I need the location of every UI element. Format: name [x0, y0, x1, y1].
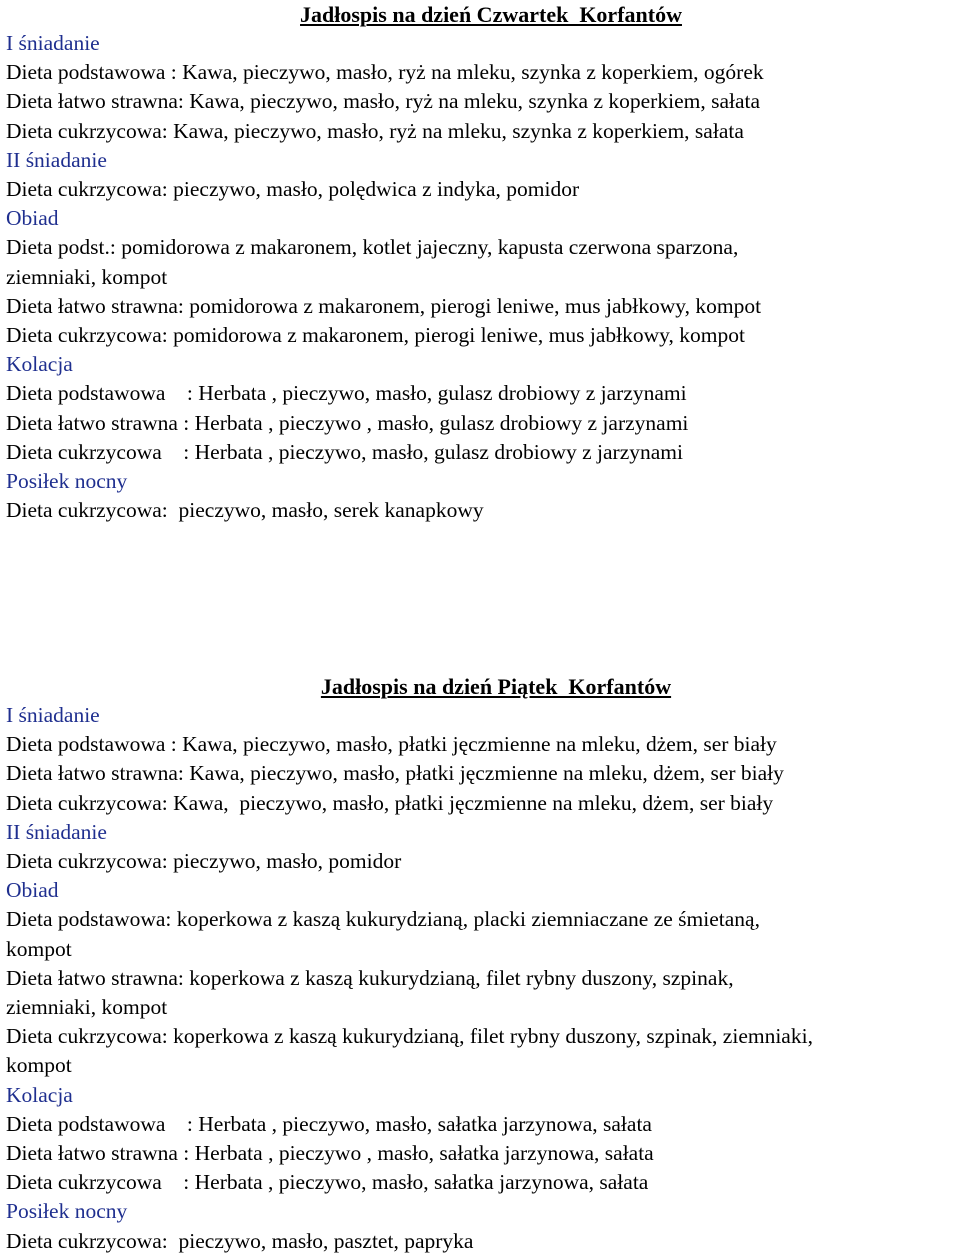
diet-line: Dieta łatwo strawna : Herbata , pieczywo , masło, gulasz drobiowy z jarzynami — [6, 410, 689, 435]
meal-heading: I śniadanie — [6, 31, 100, 55]
diet-line: Dieta łatwo strawna: Kawa, pieczywo, masło, ryż na mleku, szynka z koperkiem, sałata — [6, 89, 761, 114]
meal-heading: Posiłek nocny — [6, 1199, 128, 1224]
diet-line: Dieta cukrzycowa : Herbata , pieczywo, masło, sałatka jarzynowa, sałata — [6, 1170, 649, 1195]
diet-line: Dieta cukrzycowa: pieczywo, masło, pomidor — [6, 849, 402, 874]
menu-day-friday — [6, 672, 960, 1256]
meal-heading: II śniadanie — [6, 147, 107, 172]
diet-line: Dieta cukrzycowa: pieczywo, masło, polędwica z indyka, pomidor — [6, 177, 580, 202]
meal-heading: I śniadanie — [6, 703, 100, 727]
meal-heading: Posiłek nocny — [6, 469, 128, 494]
diet-line: kompot — [6, 936, 72, 961]
diet-line: ziemniaki, kompot — [6, 264, 168, 289]
diet-line: Dieta podstawowa : Herbata , pieczywo, masło, sałatka jarzynowa, sałata — [6, 1111, 652, 1136]
menu-lines — [6, 701, 960, 1256]
diet-line: Dieta podstawowa : Herbata , pieczywo, masło, gulasz drobiowy z jarzynami — [6, 381, 687, 406]
day-title: Jadłospis na dzień Piątek Korfantów — [320, 674, 672, 699]
diet-line: Dieta łatwo strawna: pomidorowa z makaronem, pierogi leniwe, mus jabłkowy, kompot — [6, 293, 762, 318]
meal-heading: II śniadanie — [6, 819, 107, 844]
diet-line: Dieta podstawowa: koperkowa z kaszą kukurydzianą, placki ziemniaczane ze śmietaną, — [6, 907, 760, 932]
diet-line: Dieta cukrzycowa: Kawa, pieczywo, masło, ryż na mleku, szynka z koperkiem, sałata — [6, 118, 744, 143]
diet-line: Dieta łatwo strawna : Herbata , pieczywo , masło, sałatka jarzynowa, sałata — [6, 1141, 654, 1166]
diet-line: Dieta cukrzycowa: pieczywo, masło, pasztet, papryka — [6, 1228, 474, 1253]
diet-line: kompot — [6, 1053, 72, 1078]
diet-line: Dieta cukrzycowa: pomidorowa z makaronem, pierogi leniwe, mus jabłkowy, kompot — [6, 323, 745, 348]
diet-line: Dieta łatwo strawna: Kawa, pieczywo, masło, płatki jęczmienne na mleku, dżem, ser biały — [6, 761, 784, 786]
menu-day-thursday — [6, 0, 960, 525]
diet-line: Dieta podstawowa : Kawa, pieczywo, masło, ryż na mleku, szynka z koperkiem, ogórek — [6, 60, 764, 85]
meal-heading: Kolacja — [6, 1082, 73, 1107]
diet-line: Dieta podstawowa : Kawa, pieczywo, masło, płatki jęczmienne na mleku, dżem, ser biały — [6, 732, 777, 757]
meal-heading: Kolacja — [6, 352, 73, 377]
diet-line: ziemniaki, kompot — [6, 995, 168, 1020]
day-title: Jadłospis na dzień Czwartek Korfantów — [300, 2, 682, 27]
diet-line: Dieta cukrzycowa: Kawa, pieczywo, masło, płatki jęczmienne na mleku, dżem, ser biały — [6, 790, 774, 815]
menu-lines — [6, 29, 960, 525]
diet-line: Dieta podst.: pomidorowa z makaronem, kotlet jajeczny, kapusta czerwona sparzona, — [6, 235, 739, 260]
diet-line: Dieta cukrzycowa: pieczywo, masło, serek kanapkowy — [6, 498, 484, 523]
diet-line: Dieta cukrzycowa: koperkowa z kaszą kukurydzianą, filet rybny duszony, szpinak, ziemniaki, — [6, 1024, 813, 1049]
diet-line: Dieta łatwo strawna: koperkowa z kaszą kukurydzianą, filet rybny duszony, szpinak, — [6, 965, 734, 990]
meal-heading: Obiad — [6, 206, 59, 231]
meal-heading: Obiad — [6, 878, 59, 903]
diet-line: Dieta cukrzycowa : Herbata , pieczywo, masło, gulasz drobiowy z jarzynami — [6, 439, 683, 464]
